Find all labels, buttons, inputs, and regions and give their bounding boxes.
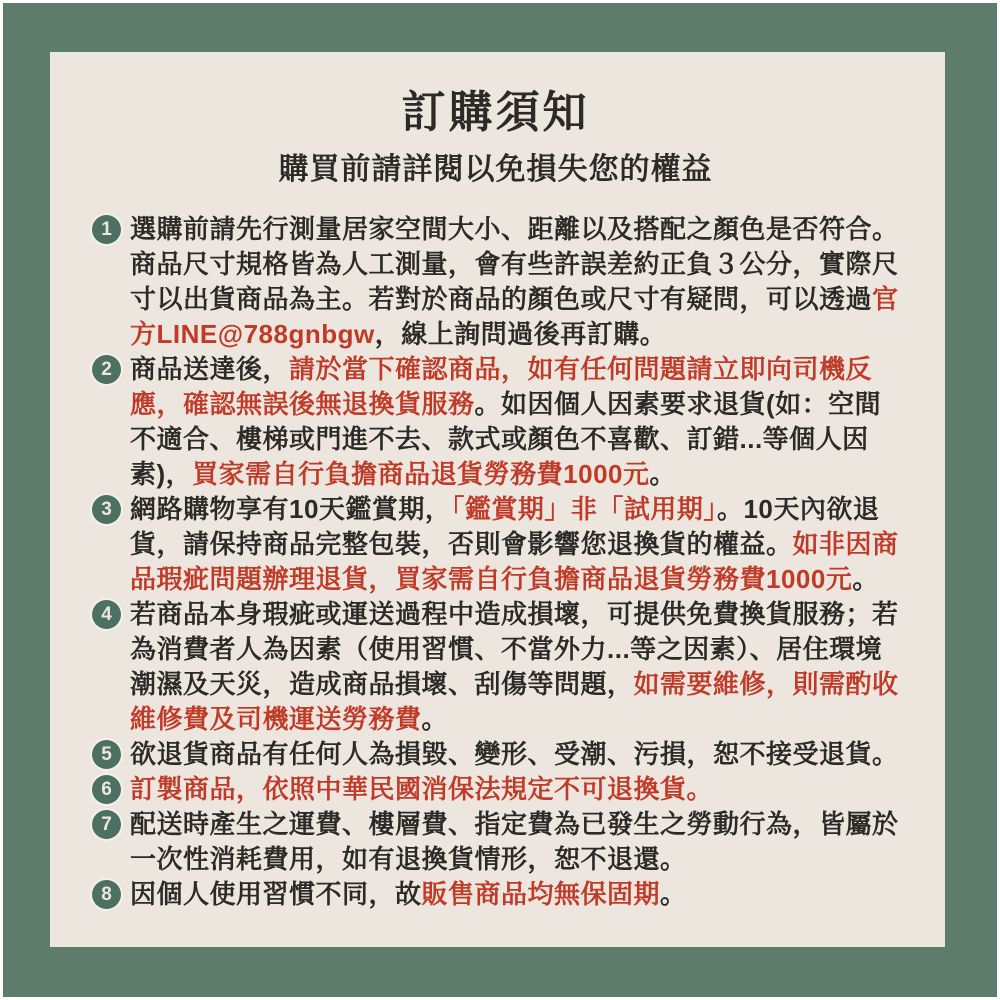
notice-text-segment: 如需要維修，則需酌收維修費及司機運送勞務費: [130, 669, 899, 734]
notice-text-segment: 。: [852, 564, 879, 594]
page-subtitle: 購買前請詳閱以免損失您的權益: [278, 153, 713, 186]
notice-text-segment: 販售商品均無保固期: [421, 879, 661, 909]
notice-list: [92, 212, 899, 912]
notice-text-segment: 「鑑賞期」非「試用期」: [451, 494, 717, 524]
notice-text-segment: 。: [660, 879, 687, 909]
notice-text: [130, 352, 899, 492]
notice-item: [92, 352, 899, 492]
item-number-badge: 2: [92, 355, 121, 384]
notice-item: [92, 737, 899, 772]
notice-text-segment: 若商品本身瑕疵或運送過程中造成損壞，可提供免費換貨服務；若為消費者人為因素（使用習慣、不當外力...等之因素）、居住環境潮濕及天災，造成商品損壞、刮傷等問題，: [130, 599, 899, 699]
item-number-badge: 3: [92, 495, 121, 524]
notice-text-segment: 選購前請先行測量居家空間大小、距離以及搭配之顏色是否符合。商品尺寸規格皆為人工測量，會有些許誤差約正負３公分，實際尺寸以出貨商品為主。若對於商品的顏色或尺寸有疑問，可以透過: [130, 214, 899, 314]
notice-item: [92, 807, 899, 877]
notice-text-segment: 官方LINE@788gnbgw: [130, 284, 899, 349]
notice-text: [130, 212, 899, 352]
notice-text-segment: 因個人使用習慣不同，故: [130, 879, 422, 909]
notice-item: [92, 492, 899, 597]
notice-text-segment: 網路購物享有10天鑑賞期，: [130, 494, 452, 524]
item-number-badge: 7: [92, 810, 121, 839]
item-number-badge: 1: [92, 215, 121, 244]
item-number-badge: 8: [92, 880, 121, 909]
notice-text: [130, 737, 899, 772]
notice-text-segment: 。: [649, 459, 677, 489]
notice-text-segment: 商品送達後，: [130, 354, 290, 384]
item-number-badge: 6: [92, 775, 121, 804]
notice-item: [92, 877, 899, 912]
notice-text: [130, 492, 899, 597]
notice-text-segment: 如非因商品瑕疵問題辦理退貨，買家需自行負擔商品退貨勞務費1000元: [130, 529, 899, 594]
notice-text-segment: ，線上詢問過後再訂購。: [374, 319, 667, 349]
page-title: 訂購須知: [401, 88, 590, 137]
notice-text-segment: 買家需自行負擔商品退貨勞務費1000元: [192, 459, 650, 489]
notice-text-segment: 請於當下確認商品，如有任何問題請立即向司機反應，確認無誤後無退換貨服務: [130, 354, 873, 419]
notice-text: [130, 807, 899, 877]
notice-text: [130, 597, 899, 737]
notice-item: [92, 597, 899, 737]
item-number-badge: 5: [92, 740, 121, 769]
notice-text-segment: 配送時產生之運費、樓層費、指定費為已發生之勞動行為，皆屬於一次性消耗費用，如有退換貨情形，恕不退還。: [130, 809, 899, 874]
notice-text-segment: 。10天內欲退貨，請保持商品完整包裝，否則會影響您退換貨的權益。: [130, 494, 880, 559]
notice-text: [130, 772, 899, 807]
notice-card: [50, 52, 945, 947]
item-number-badge: 4: [92, 600, 121, 629]
notice-text: [130, 877, 899, 912]
notice-text-segment: 欲退貨商品有任何人為損毀、變形、受潮、污損，恕不接受退貨。: [130, 739, 899, 769]
notice-item: [92, 772, 899, 807]
notice-item: [92, 212, 899, 352]
notice-text-segment: 。如因個人因素要求退貨(如：空間不適合、樓梯或門進不去、款式或顏色不喜歡、訂錯...等個人因素)，: [130, 389, 882, 489]
notice-text-segment: 訂製商品，依照中華民國消保法規定不可退換貨。: [130, 774, 714, 804]
notice-text-segment: 。: [421, 704, 449, 734]
